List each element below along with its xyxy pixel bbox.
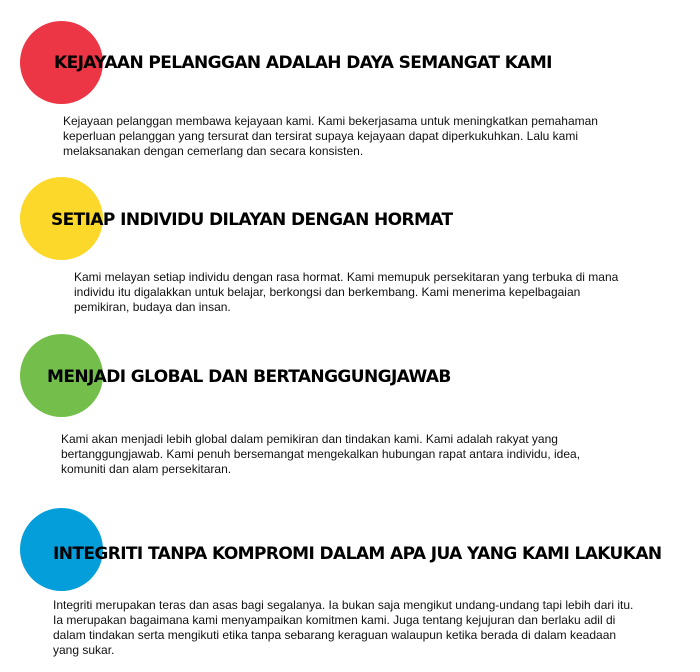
section-title: SETIAP INDIVIDU DILAYAN DENGAN HORMAT — [51, 210, 453, 230]
body-line: pemikiran, budaya dan insan. — [74, 300, 231, 314]
body-line: individu itu digalakkan untuk belajar, berkongsi dan berkembang. Kami menerima kepelbagaian — [74, 285, 581, 299]
section-body — [63, 114, 598, 159]
body-line: yang sukar. — [53, 643, 115, 657]
body-line: Ia merupakan bagaimana kami menyampaikan komitmen kami. Juga tentang kejujuran dan berlaku adil di — [53, 613, 616, 627]
body-line: bertanggungjawab. Kami penuh bersemangat mengekalkan hubungan rapat antara individu, idea, — [61, 447, 581, 461]
body-line: dalam tindakan serta mengikuti etika tanpa sebarang keraguan walaupun ketika berada di dalam keadaan — [53, 628, 617, 642]
section-body — [61, 432, 580, 477]
body-line: Kejayaan pelanggan membawa kejayaan kami. Kami bekerjasama untuk meningkatkan pemahaman — [63, 114, 598, 128]
body-line: keperluan pelanggan yang tersurat dan tersirat supaya kejayaan dapat diperkukuhkan. Lalu kami — [63, 129, 579, 143]
section-title: INTEGRITI TANPA KOMPROMI DALAM APA JUA YANG KAMI LAKUKAN — [53, 544, 662, 564]
section-title: KEJAYAAN PELANGGAN ADALAH DAYA SEMANGAT KAMI — [54, 53, 552, 73]
body-line: melaksanakan dengan cemerlang dan secara konsisten. — [63, 144, 364, 158]
section-title: MENJADI GLOBAL DAN BERTANGGUNGJAWAB — [47, 367, 451, 387]
body-line: komuniti dan alam persekitaran. — [61, 462, 232, 476]
body-line: Kami melayan setiap individu dengan rasa hormat. Kami memupuk persekitaran yang terbuka di mana — [74, 270, 619, 284]
section-body — [74, 270, 618, 315]
body-line: Integriti merupakan teras dan asas bagi segalanya. Ia bukan saja mengikut undang-undang tapi lebih dari itu. — [53, 598, 634, 612]
section-body — [53, 598, 633, 658]
body-line: Kami akan menjadi lebih global dalam pemikiran dan tindakan kami. Kami adalah rakyat yang — [61, 432, 558, 446]
